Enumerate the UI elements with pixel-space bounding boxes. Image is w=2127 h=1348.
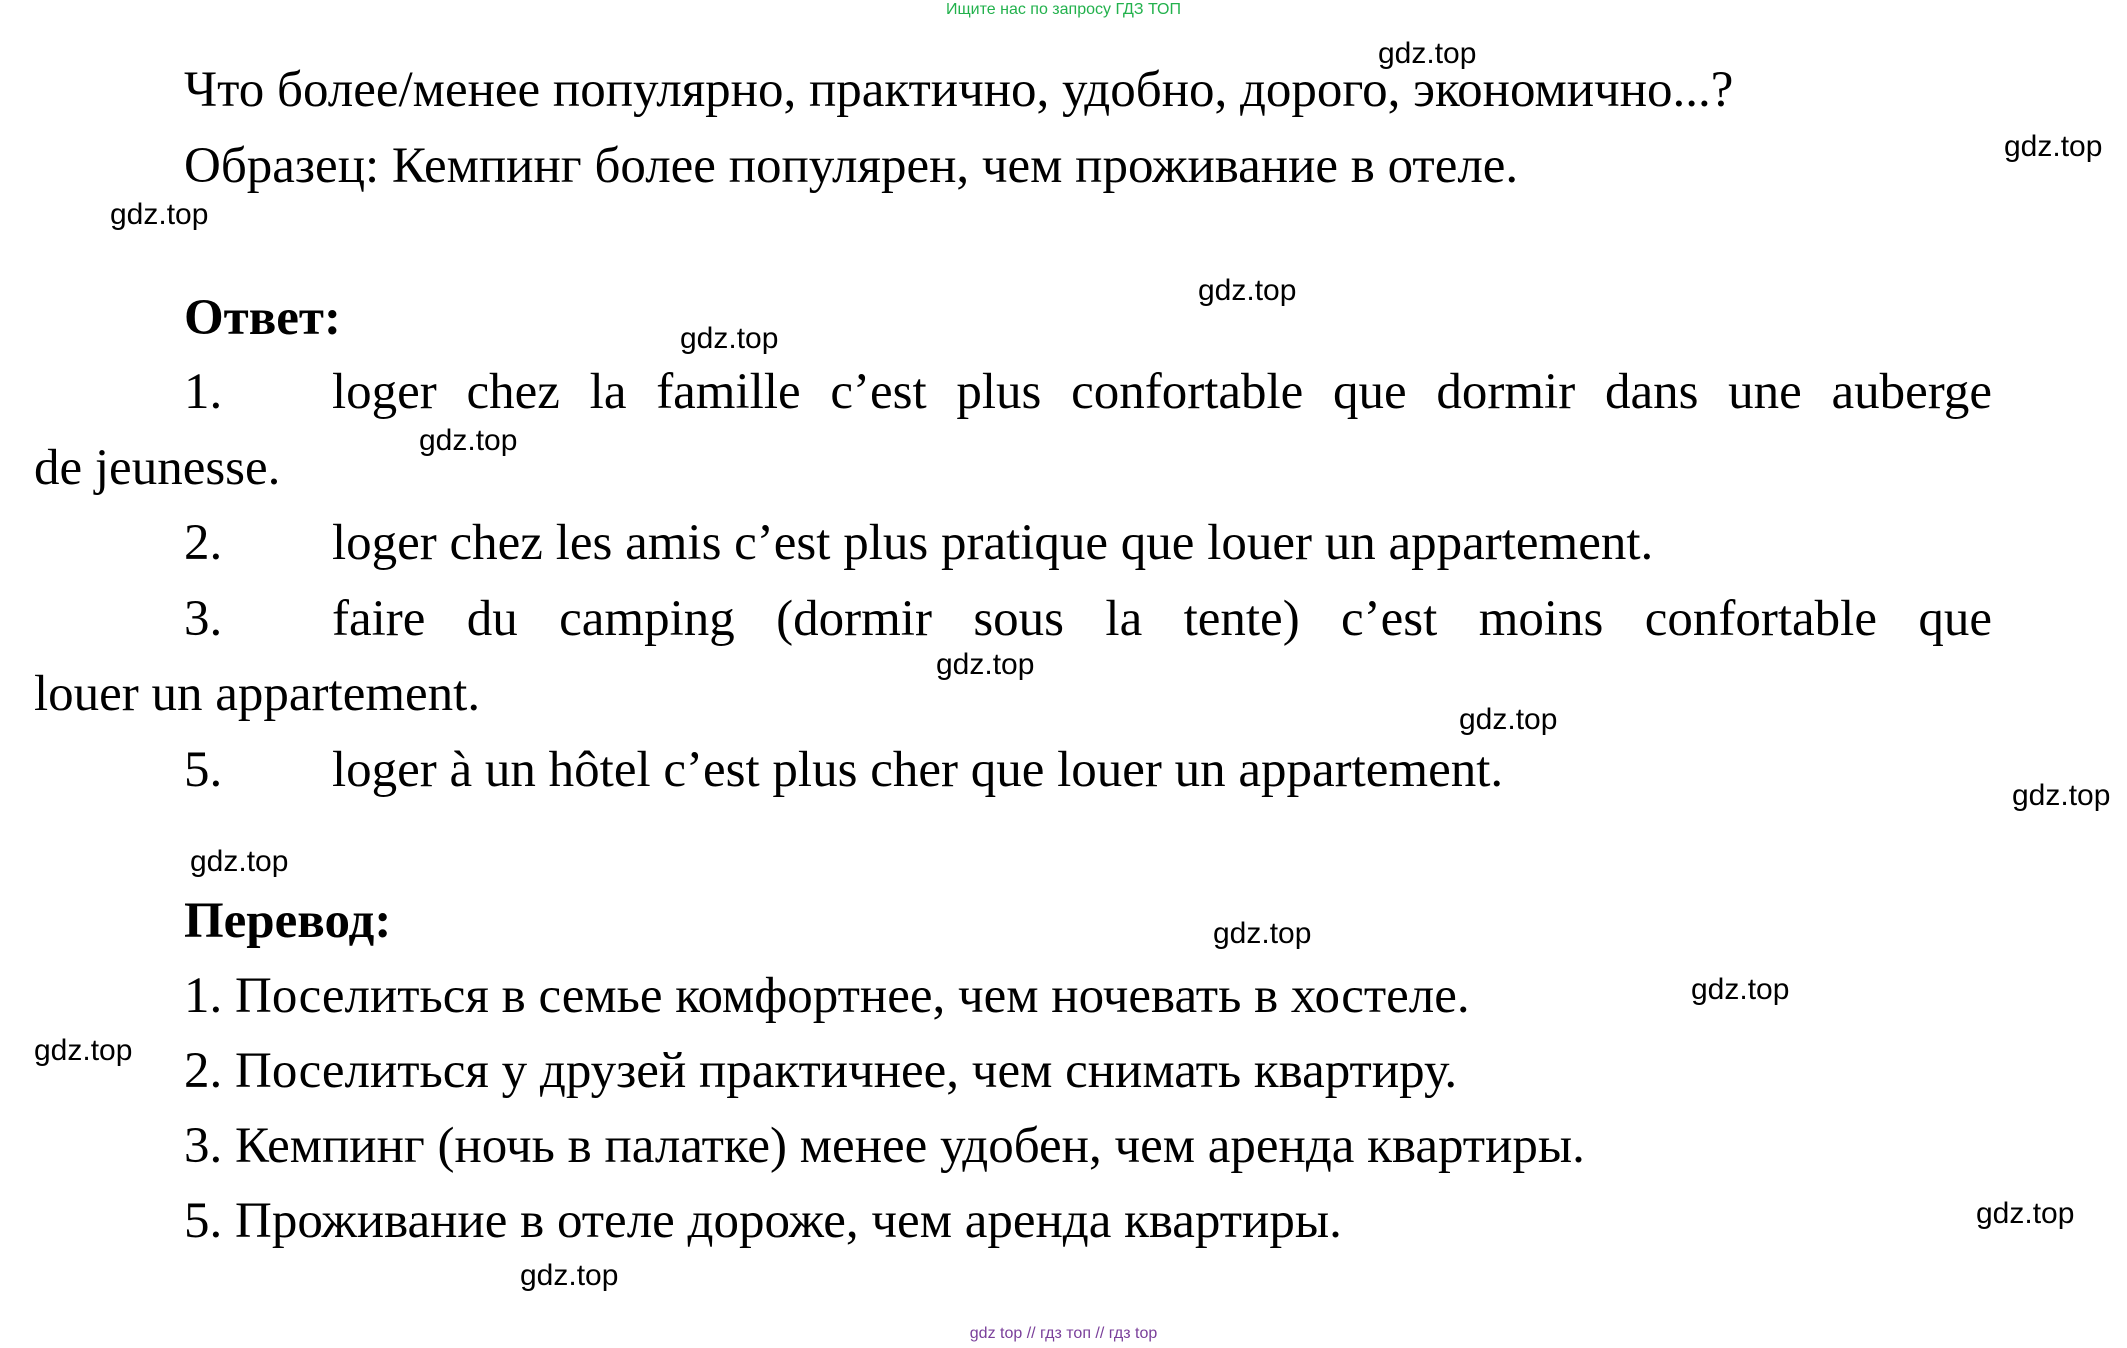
- answer-item-2: [184, 513, 1653, 573]
- answer-heading: Ответ:: [184, 290, 341, 346]
- watermark: gdz.top: [2004, 130, 2103, 163]
- answer-item-number: 5.: [184, 742, 223, 798]
- translation-item-1: 1. Поселиться в семье комфортнее, чем ночевать в хостеле.: [184, 968, 1470, 1024]
- answer-item-text: loger à un hôtel c’est plus cher que louer un appartement.: [332, 742, 1504, 798]
- watermark: gdz.top: [190, 845, 289, 878]
- answer-item-text: faire du camping (dormir sous la tente) c’est moins confortable que: [332, 591, 1992, 647]
- watermark: gdz.top: [936, 648, 1035, 681]
- watermark: gdz.top: [34, 1034, 133, 1067]
- watermark: gdz.top: [1213, 917, 1312, 950]
- watermark: gdz.top: [520, 1259, 619, 1292]
- watermark: gdz.top: [1976, 1197, 2075, 1230]
- watermark: gdz.top: [680, 322, 779, 355]
- translation-item-3: 3. Кемпинг (ночь в палатке) менее удобен, чем аренда квартиры.: [184, 1118, 1585, 1174]
- answer-item-number: 1.: [184, 364, 223, 420]
- bottom-banner: gdz top // гдз топ // гдз top: [969, 1325, 1158, 1342]
- top-banner: Ищите нас по запросу ГДЗ ТОП: [946, 1, 1181, 18]
- task-question: Что более/менее популярно, практично, удобно, дорого, экономично...?: [184, 62, 1734, 118]
- watermark: gdz.top: [1691, 973, 1790, 1006]
- watermark: gdz.top: [110, 198, 209, 231]
- answer-item-1-continuation: de jeunesse.: [34, 440, 281, 496]
- task-example: Образец: Кемпинг более популярен, чем проживание в отеле.: [184, 138, 1519, 194]
- translation-heading: Перевод:: [184, 893, 392, 949]
- answer-item-1: [184, 362, 1992, 422]
- answer-item-text: loger chez la famille c’est plus confortable que dormir dans une auberge: [332, 364, 1992, 420]
- answer-item-number: 2.: [184, 515, 223, 571]
- translation-item-2: 2. Поселиться у друзей практичнее, чем снимать квартиру.: [184, 1043, 1458, 1099]
- answer-item-3: [184, 589, 1992, 649]
- watermark: gdz.top: [1459, 703, 1558, 736]
- answer-item-3-continuation: louer un appartement.: [34, 666, 481, 722]
- translation-item-5: 5. Проживание в отеле дороже, чем аренда квартиры.: [184, 1193, 1342, 1249]
- watermark: gdz.top: [1378, 37, 1477, 70]
- watermark: gdz.top: [1198, 274, 1297, 307]
- watermark: gdz.top: [419, 424, 518, 457]
- answer-item-5: [184, 740, 1503, 800]
- watermark: gdz.top: [2012, 779, 2111, 812]
- answer-item-text: loger chez les amis c’est plus pratique que louer un appartement.: [332, 515, 1654, 571]
- answer-item-number: 3.: [184, 591, 223, 647]
